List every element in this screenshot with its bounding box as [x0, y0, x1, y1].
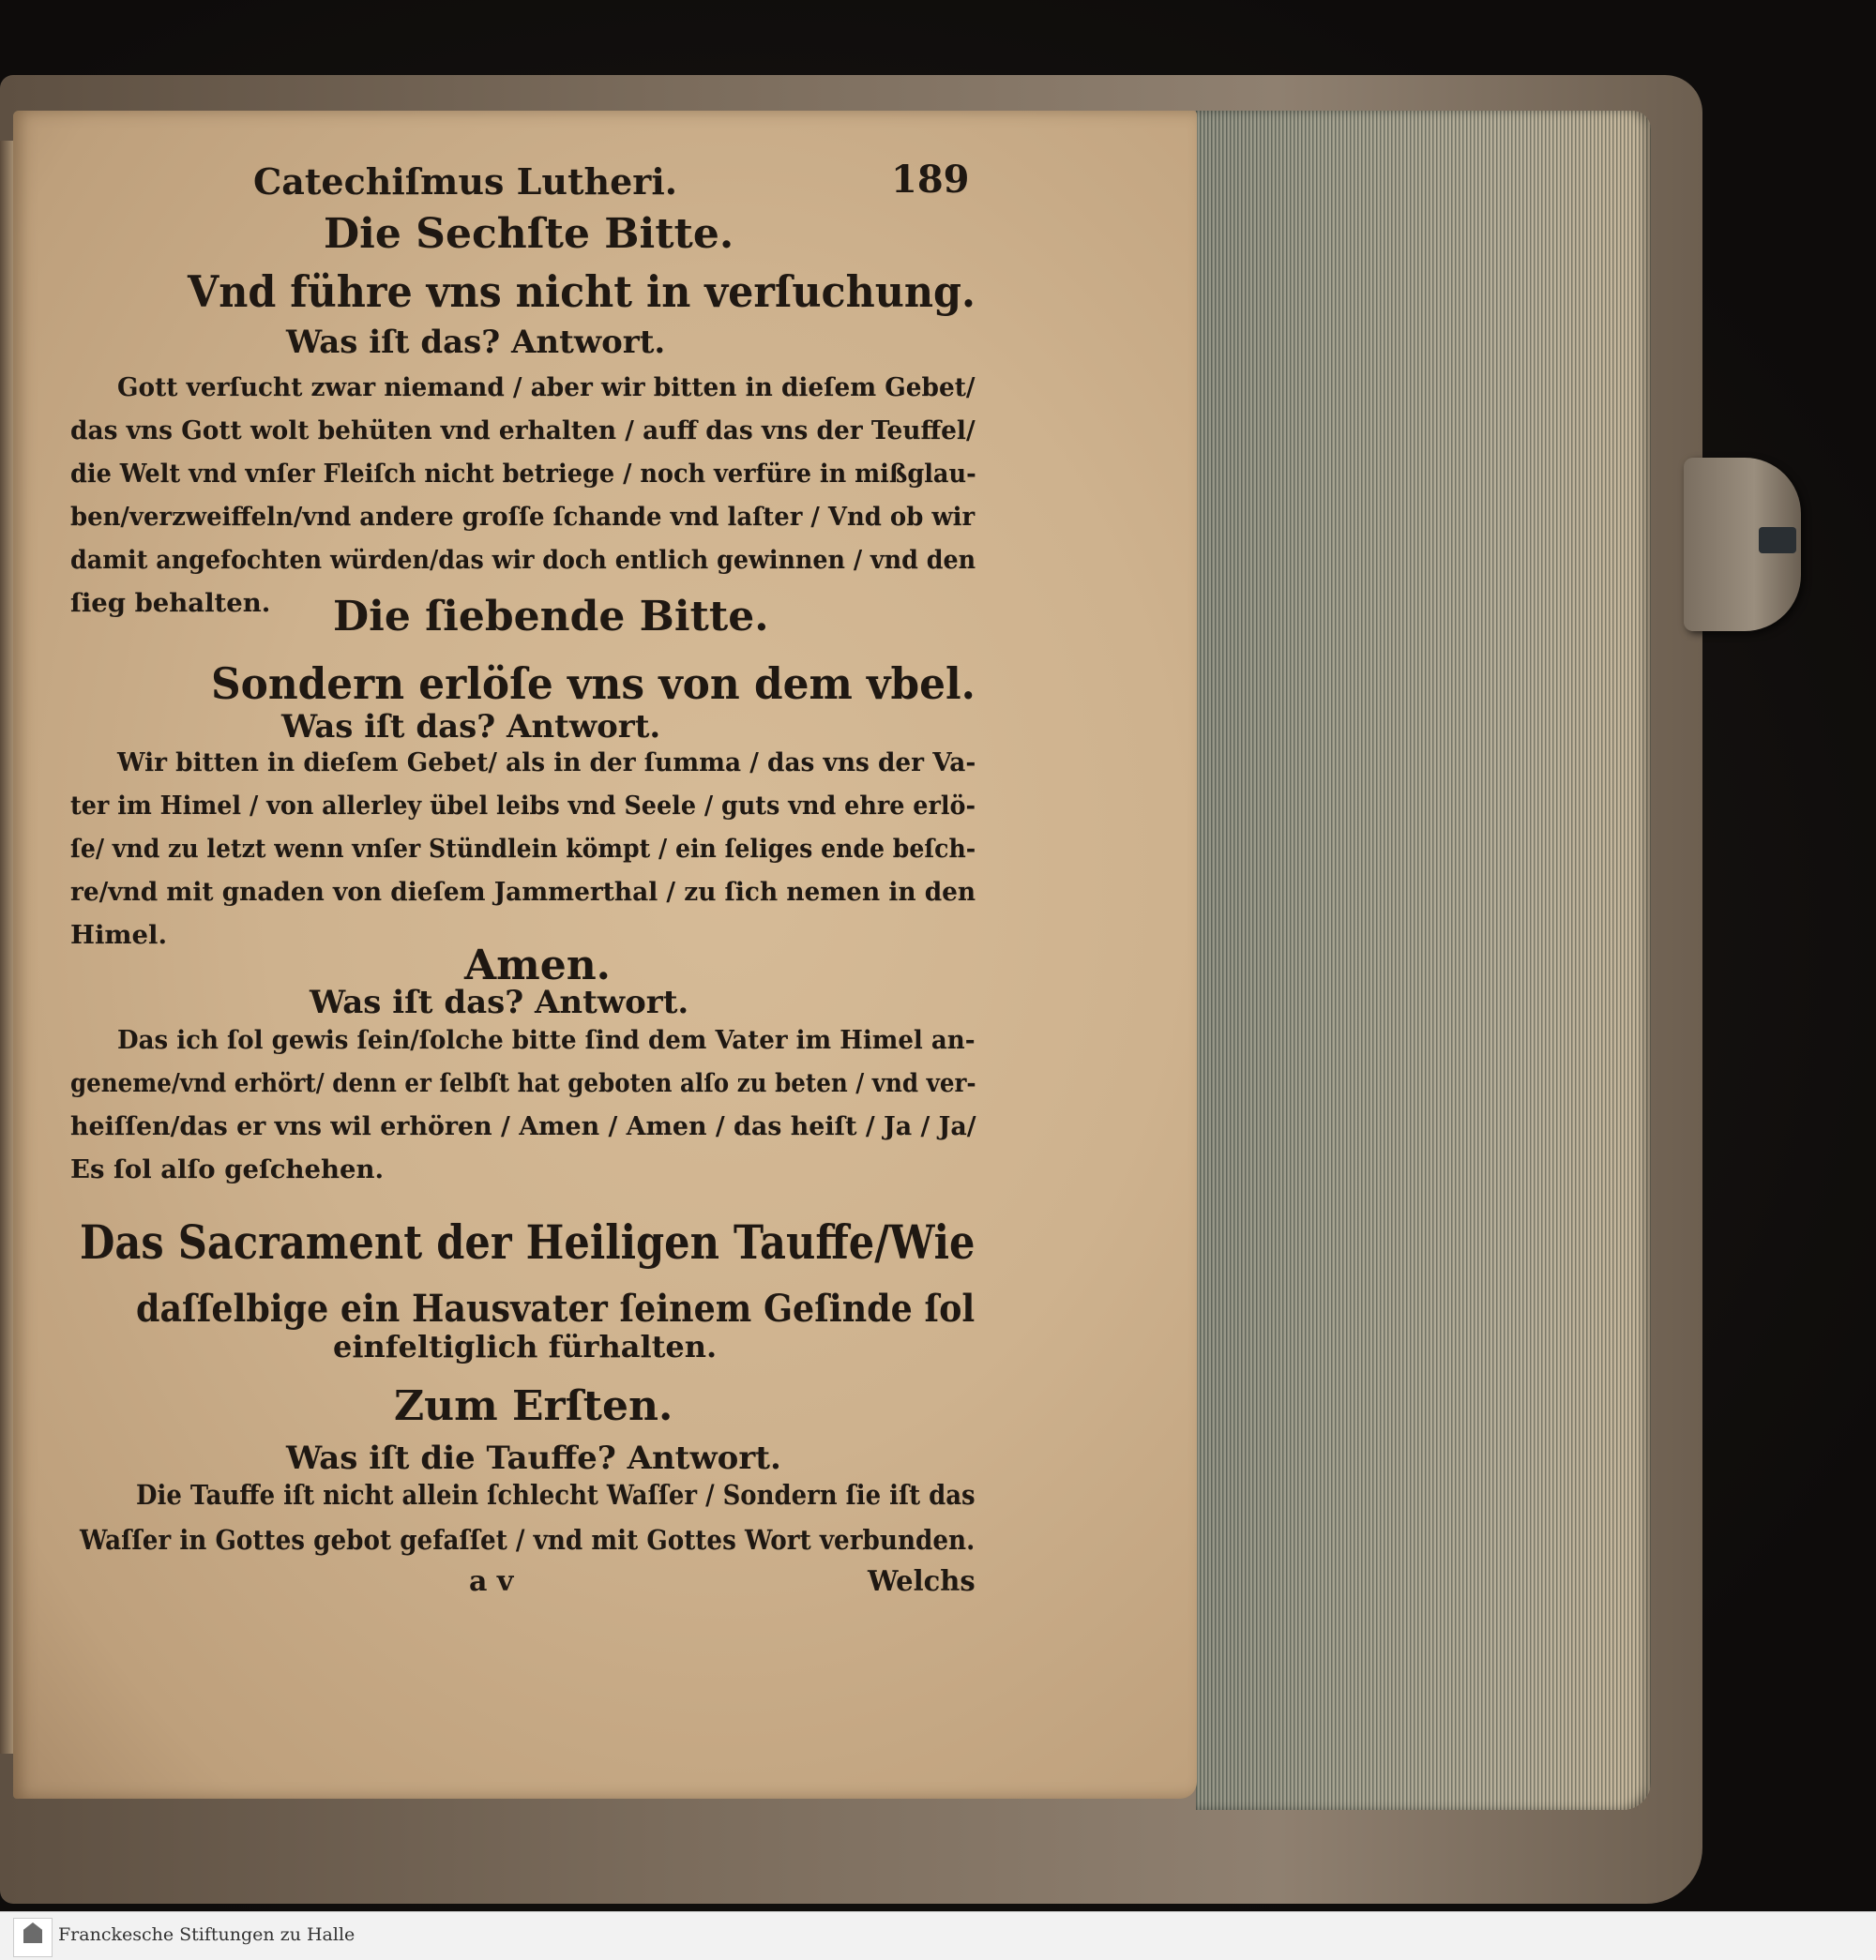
tauffe-title: Das Sacrament der Heiligen Tauffe/Wie — [80, 1214, 976, 1270]
catchword: Welchs — [868, 1565, 976, 1598]
body-line: Das ich ſol gewis ſein/ſolche bitte ſind dem Vater im Himel an- — [117, 1025, 976, 1055]
page-number: 189 — [891, 158, 970, 202]
body-line: ſe/ vnd zu letzt wenn vnſer Stündlein kömpt / ein ſeliges ende beſch- — [70, 834, 976, 864]
siebende-bitte-verse: Sondern erlöſe vns von dem vbel. — [211, 658, 976, 709]
body-line: Es ſol alſo geſchehen. — [70, 1154, 385, 1184]
footer-bar — [0, 1911, 1876, 1960]
amen-title: Amen. — [464, 942, 611, 989]
body-line: re/vnd mit gnaden von dieſem Jammerthal / zu ſich nemen in den — [70, 877, 976, 907]
body-line: geneme/vnd erhört/ denn er ſelbſt hat geboten alſo zu beten / vnd ver- — [70, 1068, 976, 1098]
signature-mark: a v — [469, 1565, 514, 1598]
amen-question: Was iſt das? Antwort. — [310, 984, 689, 1021]
body-line: das vns Gott wolt behüten vnd erhalten / auff das vns der Teuffel/ — [70, 415, 976, 445]
body-line: ben/verzweiffeln/vnd andere groſſe ſchande vnd laſter / Vnd ob wir — [70, 502, 976, 532]
institution-name: Franckesche Stiftungen zu Halle — [58, 1924, 356, 1945]
tauffe-title: daſſelbige ein Hausvater ſeinem Geſinde ſol — [136, 1287, 976, 1331]
tauffe-question: Was iſt die Tauffe? Antwort. — [286, 1440, 781, 1477]
body-line: ſieg behalten. — [70, 588, 271, 618]
clasp-pin — [1759, 527, 1796, 553]
body-line: Die Tauffe iſt nicht allein ſchlecht Waſſer / Sondern ſie iſt das — [136, 1479, 976, 1511]
siebende-bitte-question: Was iſt das? Antwort. — [281, 708, 661, 746]
sechste-bitte-verse: Vnd führe vns nicht in verſuchung. — [188, 266, 976, 317]
tauffe-title: einfeltiglich fürhalten. — [333, 1329, 718, 1364]
running-head: Catechiſmus Lutheri. — [253, 160, 677, 203]
zum-ersten-heading: Zum Erſten. — [394, 1382, 673, 1430]
building-icon — [23, 1922, 42, 1943]
body-line: ter im Himel / von allerley übel leibs vnd Seele / guts vnd ehre erlö- — [70, 791, 976, 821]
body-line: heiſſen/das er vns wil erhören / Amen / Amen / das heiſt / Ja / Ja/ — [70, 1111, 976, 1141]
sechste-bitte-title: Die Sechſte Bitte. — [324, 210, 734, 258]
body-line: damit angefochten würden/das wir doch entlich gewinnen / vnd den — [70, 545, 976, 575]
sechste-bitte-question: Was iſt das? Antwort. — [286, 324, 666, 361]
siebende-bitte-title: Die ſiebende Bitte. — [333, 593, 769, 641]
body-line: Wir bitten in dieſem Gebet/ als in der ſumma / das vns der Va- — [117, 747, 976, 777]
body-line: Gott verſucht zwar niemand / aber wir bitten in dieſem Gebet/ — [117, 372, 976, 402]
body-line: Himel. — [70, 920, 168, 950]
body-line: Waſſer in Gottes gebot gefaſſet / vnd mit Gottes Wort verbunden. — [80, 1524, 976, 1556]
body-line: die Welt vnd vnſer Fleiſch nicht betriege / noch verfüre in mißglau- — [70, 459, 976, 489]
institution-logo-icon — [13, 1918, 53, 1957]
page-edges — [1196, 111, 1651, 1810]
